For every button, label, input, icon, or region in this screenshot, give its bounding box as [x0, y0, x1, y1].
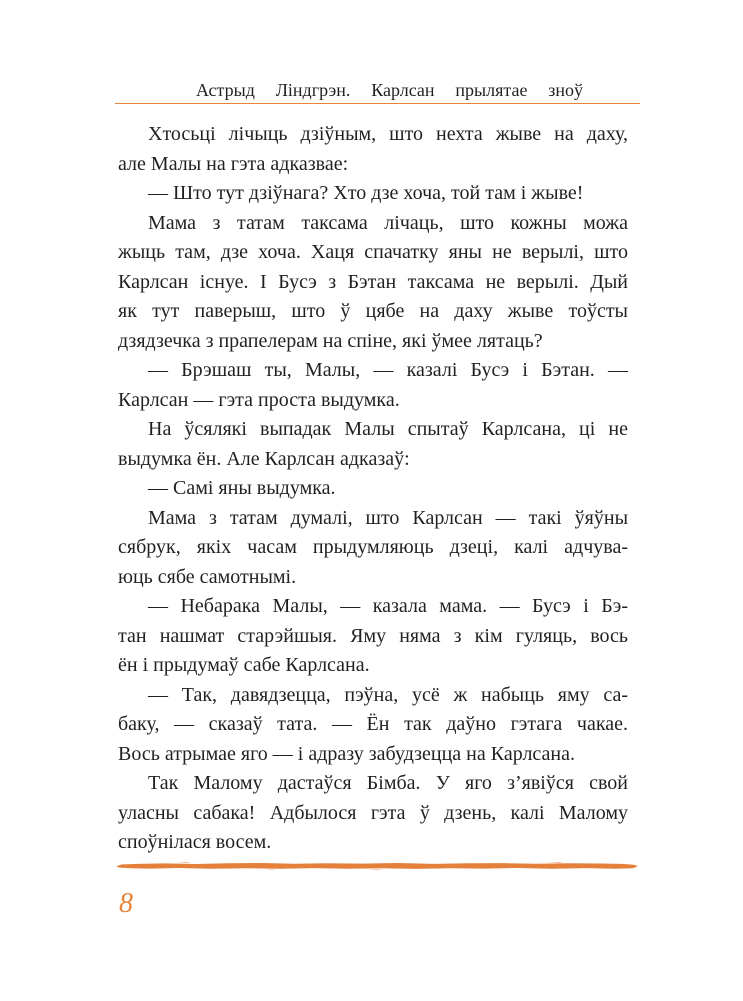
text-line: сябрук, якіх часам прыдумляюць дзеці, калі адчува- — [118, 536, 628, 558]
text-line: — Што тут дзіўнага? Хто дзе хоча, той там і жыве! — [148, 182, 584, 204]
text-line: баку, — сказаў тата. — Ён так даўно гэтага чакае. — [118, 713, 628, 735]
body-text — [118, 120, 628, 858]
text-line: — Небарака Малы, — казала мама. — Бусэ і Бэ- — [148, 595, 628, 617]
paragraph — [118, 120, 628, 179]
text-line: — Самі яны выдумка. — [148, 477, 336, 499]
paragraph — [118, 209, 628, 357]
text-line: — Брэшаш ты, Малы, — казалі Бусэ і Бэтан. — — [148, 359, 628, 381]
paragraph — [118, 769, 628, 858]
text-line: дзядзечка з прапелерам на спіне, які ўмее лятаць? — [118, 329, 543, 352]
text-line: выдумка ён. Але Карлсан адказаў: — [118, 447, 410, 470]
brush-stroke-shape — [116, 863, 638, 869]
text-line: Так Малому дастаўся Бімба. У яго з’явіўся свой — [148, 772, 628, 794]
text-line: уласны сабака! Адбылося гэта ў дзень, калі Малому — [118, 801, 628, 824]
text-line: юць сябе самотнымі. — [118, 565, 297, 588]
paragraph — [118, 415, 628, 474]
text-line: як тут паверыш, што ў цябе на даху жыве тоўсты — [118, 300, 628, 322]
paragraph — [118, 504, 628, 593]
paragraph — [118, 356, 628, 415]
text-line: тан нашмат старэйшыя. Яму няма з кім гуляць, вось — [118, 624, 628, 647]
page-number: 8 — [119, 888, 133, 919]
text-line: Карлсан існуе. І Бусэ з Бэтан таксама не верылі. Дый — [118, 270, 628, 293]
text-line: ён і прыдумаў сабе Карлсана. — [118, 654, 370, 676]
text-line: Карлсан — гэта проста выдумка. — [118, 388, 400, 411]
text-line: жыць там, дзе хоча. Хаця спачатку яны не верылі, што — [118, 241, 628, 263]
running-title: Астрыд Ліндгрэн. Карлсан прылятае зноў — [196, 80, 583, 100]
decorative-brush-stroke — [116, 859, 638, 873]
text-line: — Так, давядзецца, пэўна, усё ж набыць яму са- — [148, 683, 628, 706]
text-line: Хтосьці лічыць дзіўным, што нехта жыве на даху, — [148, 123, 628, 145]
paragraph — [118, 179, 628, 209]
header-rule — [115, 103, 640, 104]
text-line: Мама з татам думалі, што Карлсан — такі ўяўны — [148, 506, 628, 529]
paragraph — [118, 474, 628, 504]
text-line: споўнілася восем. — [118, 831, 272, 853]
paragraph — [118, 681, 628, 770]
text-line: Мама з татам таксама лічаць, што кожны можа — [148, 211, 628, 234]
paragraph — [118, 592, 628, 681]
text-line: Вось атрымае яго — і адразу забудзецца на Карлсана. — [118, 742, 576, 765]
text-line: На ўсялякі выпадак Малы спытаў Карлсана, ці не — [148, 418, 628, 440]
text-line: але Малы на гэта адказвае: — [118, 152, 349, 175]
